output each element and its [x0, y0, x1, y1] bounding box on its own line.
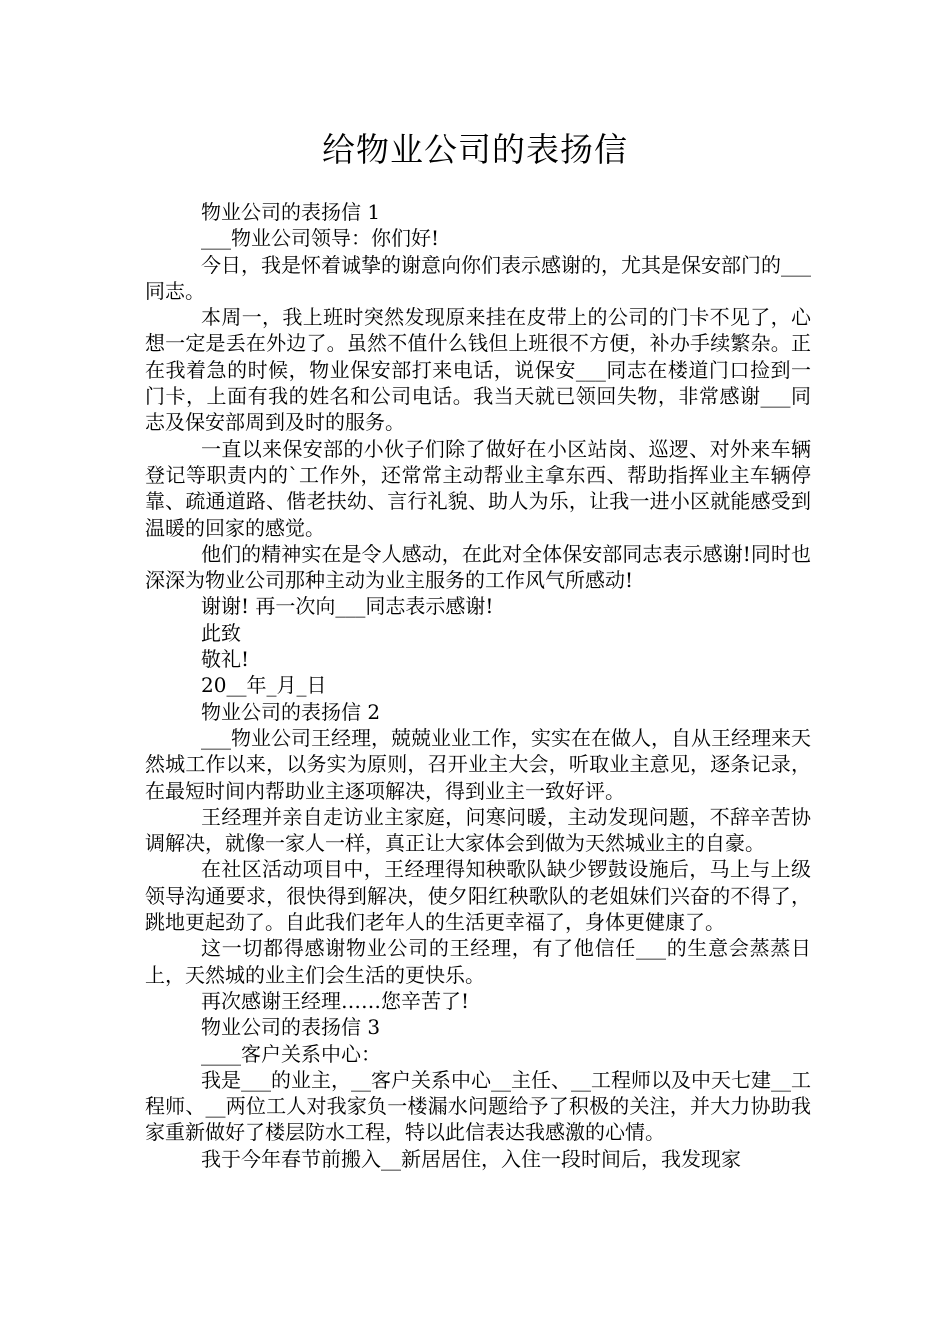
body-paragraph: 这一切都得感谢物业公司的王经理，有了他信任___的生意会蒸蒸日上，天然城的业主们会生活的更快乐。 [145, 936, 811, 987]
body-paragraph: 他们的精神实在是令人感动，在此对全体保安部同志表示感谢!同时也深深为物业公司那种主动为业主服务的工作风气所感动! [145, 541, 811, 593]
body-paragraph: 本周一，我上班时突然发现原来挂在皮带上的公司的门卡不见了，心想一定是丢在外边了。虽然不值什么钱但上班很不方便，补办手续繁杂。正在我着急的时候，物业保安部打来电话，说保安___同志在楼道门口捡到一门卡，上面有我的姓名和公司电话。我当天就已领回失物，非常感谢___同志及保安部周到及时的服务。 [145, 305, 811, 435]
letter3-salutation: ____客户关系中心： [201, 1041, 381, 1066]
letter-date: 20__年_月_日 [201, 673, 327, 698]
body-paragraph: 王经理并亲自走访业主家庭，问寒问暖，主动发现问题，不辞辛苦协调解决，就像一家人一样，真正让大家体会到做为天然城业主的自豪。 [145, 804, 811, 856]
body-paragraph: ___物业公司王经理，兢兢业业工作，实实在在做人，自从王经理来天然城工作以来，以务实为原则，召开业主大会，听取业主意见，逐条记录，在最短时间内帮助业主逐项解决，得到业主一致好评。 [145, 725, 811, 803]
letter2-heading: 物业公司的表扬信 2 [201, 699, 381, 724]
body-paragraph: 一直以来保安部的小伙子们除了做好在小区站岗、巡逻、对外来车辆登记等职责内的`工作外，还常常主动帮业主拿东西、帮助指挥业主车辆停靠、疏通道路、偕老扶幼、言行礼貌、助人为乐，让我一进小区就能感受到温暖的回家的感觉。 [145, 436, 811, 540]
letter3-heading: 物业公司的表扬信 3 [201, 1015, 381, 1040]
body-paragraph: 在社区活动项目中，王经理得知秧歌队缺少锣鼓设施后，马上与上级领导沟通要求，很快得到解决，使夕阳红秧歌队的老姐妹们兴奋的不得了，跳地更起劲了。自此我们老年人的生活更幸福了，身体更健康了。 [145, 857, 811, 935]
body-paragraph: 再次感谢王经理……您辛苦了! [201, 988, 470, 1013]
document-title: 给物业公司的表扬信 [322, 130, 628, 169]
document-body [145, 199, 811, 1172]
closing-line: 敬礼! [201, 647, 250, 672]
body-paragraph: 我是___的业主，__客户关系中心__主任、__工程师以及中天七建__工程师、__两位工人对我家负一楼漏水问题给予了积极的关注，并大力协助我家重新做好了楼层防水工程，特以此信表达我感激的心情。 [145, 1067, 811, 1145]
letter1-salutation: ___物业公司领导：你们好! [201, 226, 440, 251]
body-paragraph: 谢谢! 再一次向___同志表示感谢! [201, 594, 494, 619]
letter1-heading: 物业公司的表扬信 1 [201, 200, 381, 224]
body-paragraph: 我于今年春节前搬入__新居居住，入住一段时间后，我发现家 [201, 1146, 741, 1171]
body-paragraph: 今日，我是怀着诚挚的谢意向你们表示感谢的，尤其是保安部门的___同志。 [145, 252, 811, 303]
closing-line: 此致 [201, 620, 241, 645]
